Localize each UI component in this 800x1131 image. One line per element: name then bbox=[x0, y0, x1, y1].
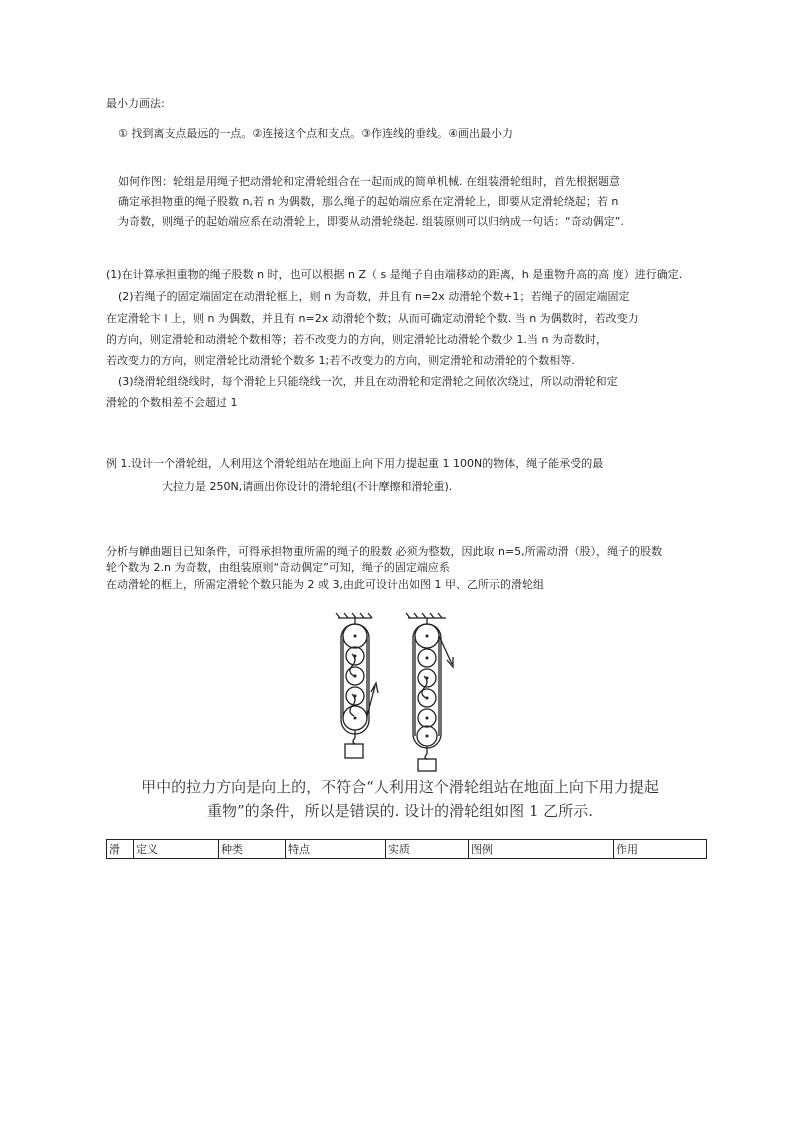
text-line-5: 为奇数，则绳子的起始端应系在动滑轮上，即要从动滑轮绕起. 组装原则可以归纳成一句话：“奇动偶定”. bbox=[118, 215, 624, 228]
text-line-1: 最小力画法: bbox=[106, 97, 165, 110]
text-line-12: 滑轮的个数相差不会超过 1 bbox=[106, 396, 238, 409]
pulley-system-left bbox=[336, 613, 378, 758]
text-line-2: ① 找到离支点最远的一点。②连接这个点和支点。③作连线的垂线。④画出最小力 bbox=[118, 127, 513, 140]
table-header-cell: 滑 bbox=[107, 840, 134, 859]
text-line-4: 确定承担物重的绳子股数 n,若 n 为偶数，那么绳子的起始端应系在定滑轮上，即要从定滑轮绕起；若 n bbox=[118, 195, 619, 208]
pulley-diagram bbox=[330, 612, 480, 772]
text-line-3: 如何作图：轮组是用绳子把动滑轮和定滑轮组合在一起而成的简单机械. 在组装滑轮组时，首先根据题意 bbox=[118, 175, 620, 188]
pulley-definition-table bbox=[106, 839, 707, 859]
text-line-13: 例 1.设计一个滑轮组，人利用这个滑轮组站在地面上向下用力提起重 1 100N的物体，绳子能承受的最 bbox=[106, 457, 604, 470]
text-line-17: 在动滑轮的框上，所需定滑轮个数只能为 2 或 3,由此可设计出如图 1 甲、乙所示的滑轮组 bbox=[106, 578, 544, 591]
figure-caption-line-1: 甲中的拉力方向是向上的，不符合“人利用这个滑轮组站在地面上向下用力提起 bbox=[141, 778, 659, 796]
text-line-8: 在定滑轮卞 l 上，则 n 为偶数，并且有 n=2x 动滑轮个数；从而可确定动滑轮个数. 当 n 为偶数时，若改变力 bbox=[106, 312, 639, 325]
table-header-cell: 实质 bbox=[386, 840, 469, 859]
text-line-10: 若改变力的方向，则定滑轮比动滑轮个数多 1;若不改变力的方向，则定滑轮和动滑轮的个数相等. bbox=[106, 354, 575, 367]
text-line-9: 的方向，则定滑轮和动滑轮个数相等；若不改变力的方向，则定滑轮比动滑轮个数少 1.当 n 为奇数时， bbox=[106, 333, 607, 346]
figure-caption-line-2: 重物”的条件，所以是错误的. 设计的滑轮组如图 1 乙所示. bbox=[206, 802, 594, 820]
text-line-11: (3)绕滑轮组绕线时，每个滑轮上只能绕线一次，并且在动滑轮和定滑轮之间依次绕过，所以动滑轮和定 bbox=[118, 375, 618, 388]
text-line-6: (1)在计算承担重物的绳子股数 n 时，也可以根据 n Z（ s 是绳子自由端移动的距离，h 是重物升高的高 度）进行确定. bbox=[106, 268, 683, 281]
text-line-14: 大拉力是 250N,请画出你设计的滑轮组(不计摩擦和滑轮重). bbox=[162, 480, 453, 493]
text-line-7: (2)若绳子的固定端固定在动滑轮框上，则 n 为奇数，并且有 n=2x 动滑轮个数+1；若绳子的固定端固定 bbox=[118, 290, 630, 303]
table-header-cell: 作用 bbox=[614, 840, 707, 859]
table-header-row bbox=[107, 840, 707, 859]
text-line-16: 轮个数为 2.n 为奇数，由组装原则“奇动偶定”可知，绳子的固定端应系 bbox=[106, 561, 450, 574]
table-header-cell: 图例 bbox=[469, 840, 614, 859]
table-header-cell: 种类 bbox=[219, 840, 286, 859]
pulley-system-right bbox=[406, 613, 453, 771]
table-header-cell: 特点 bbox=[286, 840, 386, 859]
table-header-cell: 定义 bbox=[134, 840, 219, 859]
text-line-15: 分析与觯曲题目已知条件，可得承担物重所需的绳子的股数 必须为整数，因此取 n=5,所需动滑（股），绳子的股数 bbox=[106, 545, 663, 558]
